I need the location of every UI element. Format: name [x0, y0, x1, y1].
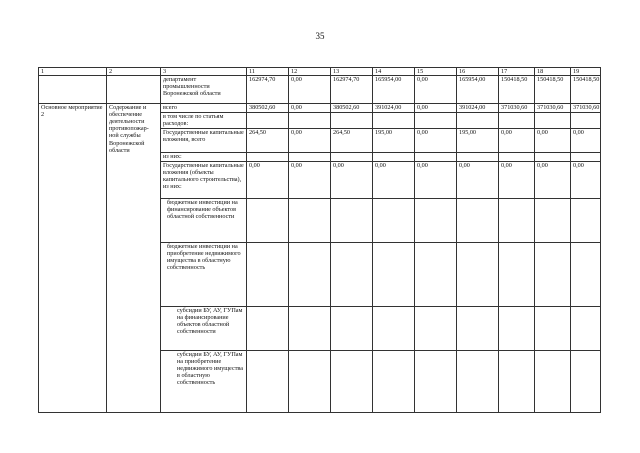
value-cell: 0,00 [415, 162, 457, 199]
empty-cell [39, 76, 107, 104]
value-cell: 150418,50 [499, 76, 535, 104]
column-header: 14 [373, 68, 415, 76]
value-cell: 0,00 [415, 76, 457, 104]
row-label: Государственные капитальные вложения (объекты капитального строительства), из них: [161, 162, 247, 199]
empty-cell [331, 113, 373, 129]
empty-cell [331, 351, 373, 413]
row-label: департамент промышленности Воронежской области [161, 76, 247, 104]
empty-cell [415, 307, 457, 351]
value-cell: 0,00 [499, 129, 535, 153]
value-cell: 264,50 [247, 129, 289, 153]
column-header: 16 [457, 68, 499, 76]
empty-cell [499, 153, 535, 162]
empty-cell [571, 199, 601, 243]
empty-cell [535, 307, 571, 351]
empty-cell [571, 243, 601, 307]
empty-cell [457, 307, 499, 351]
value-cell: 165954,00 [373, 76, 415, 104]
empty-cell [373, 113, 415, 129]
empty-cell [457, 199, 499, 243]
value-cell: 0,00 [571, 162, 601, 199]
empty-cell [535, 113, 571, 129]
empty-cell [247, 351, 289, 413]
value-cell: 0,00 [415, 104, 457, 113]
empty-cell [571, 113, 601, 129]
table-header-row [39, 68, 601, 76]
value-cell: 0,00 [535, 162, 571, 199]
value-cell: 0,00 [289, 104, 331, 113]
empty-cell [535, 243, 571, 307]
value-cell: 380502,60 [247, 104, 289, 113]
empty-cell [331, 199, 373, 243]
value-cell: 165954,00 [457, 76, 499, 104]
value-cell: 0,00 [289, 129, 331, 153]
empty-cell [415, 351, 457, 413]
empty-cell [571, 153, 601, 162]
column-header: 19 [571, 68, 601, 76]
column-header: 1 [39, 68, 107, 76]
column-header: 11 [247, 68, 289, 76]
row-label: субсидии БУ, АУ, ГУПам на финансирование объектов областной собственности [161, 307, 247, 351]
empty-cell [331, 307, 373, 351]
value-cell: 150418,50 [571, 76, 601, 104]
row-label: в том числе по статьям расходов: [161, 113, 247, 129]
table-row [39, 104, 601, 113]
column-header: 18 [535, 68, 571, 76]
value-cell: 264,50 [331, 129, 373, 153]
empty-cell [535, 199, 571, 243]
empty-cell [535, 153, 571, 162]
empty-cell [289, 113, 331, 129]
value-cell: 391024,00 [373, 104, 415, 113]
value-cell: 371030,60 [499, 104, 535, 113]
row-label: из них: [161, 153, 247, 162]
budget-table [38, 67, 601, 413]
page-number: 35 [315, 31, 325, 41]
empty-cell [373, 199, 415, 243]
empty-cell [499, 113, 535, 129]
value-cell: 0,00 [247, 162, 289, 199]
empty-cell [535, 351, 571, 413]
empty-cell [457, 153, 499, 162]
value-cell: 162974,70 [331, 76, 373, 104]
empty-cell [289, 307, 331, 351]
empty-cell [247, 243, 289, 307]
row-label: всего [161, 104, 247, 113]
empty-cell [415, 199, 457, 243]
empty-cell [289, 243, 331, 307]
empty-cell [373, 307, 415, 351]
row-label: бюджетные инвестиции на приобретение недвижимого имущества в областную собственность [161, 243, 247, 307]
value-cell: 0,00 [331, 162, 373, 199]
row-label: бюджетные инвестиции на финансирование объектов областной собственности [161, 199, 247, 243]
empty-cell [499, 243, 535, 307]
empty-cell [289, 199, 331, 243]
empty-cell [331, 243, 373, 307]
empty-cell [247, 199, 289, 243]
table-row [39, 76, 601, 104]
empty-cell [247, 153, 289, 162]
empty-cell [373, 243, 415, 307]
empty-cell [331, 153, 373, 162]
value-cell: 371030,60 [535, 104, 571, 113]
value-cell: 371030,60 [571, 104, 601, 113]
value-cell: 162974,70 [247, 76, 289, 104]
row-label: субсидии БУ, АУ, ГУПам на приобретение недвижимого имущества в областную собственность [161, 351, 247, 413]
empty-cell [289, 153, 331, 162]
empty-cell [373, 351, 415, 413]
value-cell: 0,00 [535, 129, 571, 153]
column-header: 15 [415, 68, 457, 76]
value-cell: 0,00 [373, 162, 415, 199]
value-cell: 391024,00 [457, 104, 499, 113]
column-header: 13 [331, 68, 373, 76]
empty-cell [373, 153, 415, 162]
empty-cell [499, 351, 535, 413]
value-cell: 0,00 [457, 162, 499, 199]
value-cell: 0,00 [571, 129, 601, 153]
empty-cell [457, 243, 499, 307]
empty-cell [107, 76, 161, 104]
empty-cell [415, 113, 457, 129]
value-cell: 0,00 [289, 76, 331, 104]
empty-cell [499, 199, 535, 243]
value-cell: 380502,60 [331, 104, 373, 113]
empty-cell [457, 351, 499, 413]
empty-cell [289, 351, 331, 413]
empty-cell [415, 243, 457, 307]
empty-cell [571, 351, 601, 413]
event-name: Основное мероприятие 2 [39, 104, 107, 413]
value-cell: 0,00 [289, 162, 331, 199]
column-header: 17 [499, 68, 535, 76]
empty-cell [415, 153, 457, 162]
value-cell: 150418,50 [535, 76, 571, 104]
value-cell: 0,00 [415, 129, 457, 153]
empty-cell [247, 113, 289, 129]
column-header: 3 [161, 68, 247, 76]
empty-cell [247, 307, 289, 351]
empty-cell [499, 307, 535, 351]
value-cell: 195,00 [457, 129, 499, 153]
value-cell: 195,00 [373, 129, 415, 153]
event-description: Содержание и обеспечение деятельности противопожар-ной службы Воронежской области [107, 104, 161, 413]
empty-cell [457, 113, 499, 129]
column-header: 2 [107, 68, 161, 76]
empty-cell [571, 307, 601, 351]
column-header: 12 [289, 68, 331, 76]
value-cell: 0,00 [499, 162, 535, 199]
row-label: Государственные капитальные вложения, всего [161, 129, 247, 153]
